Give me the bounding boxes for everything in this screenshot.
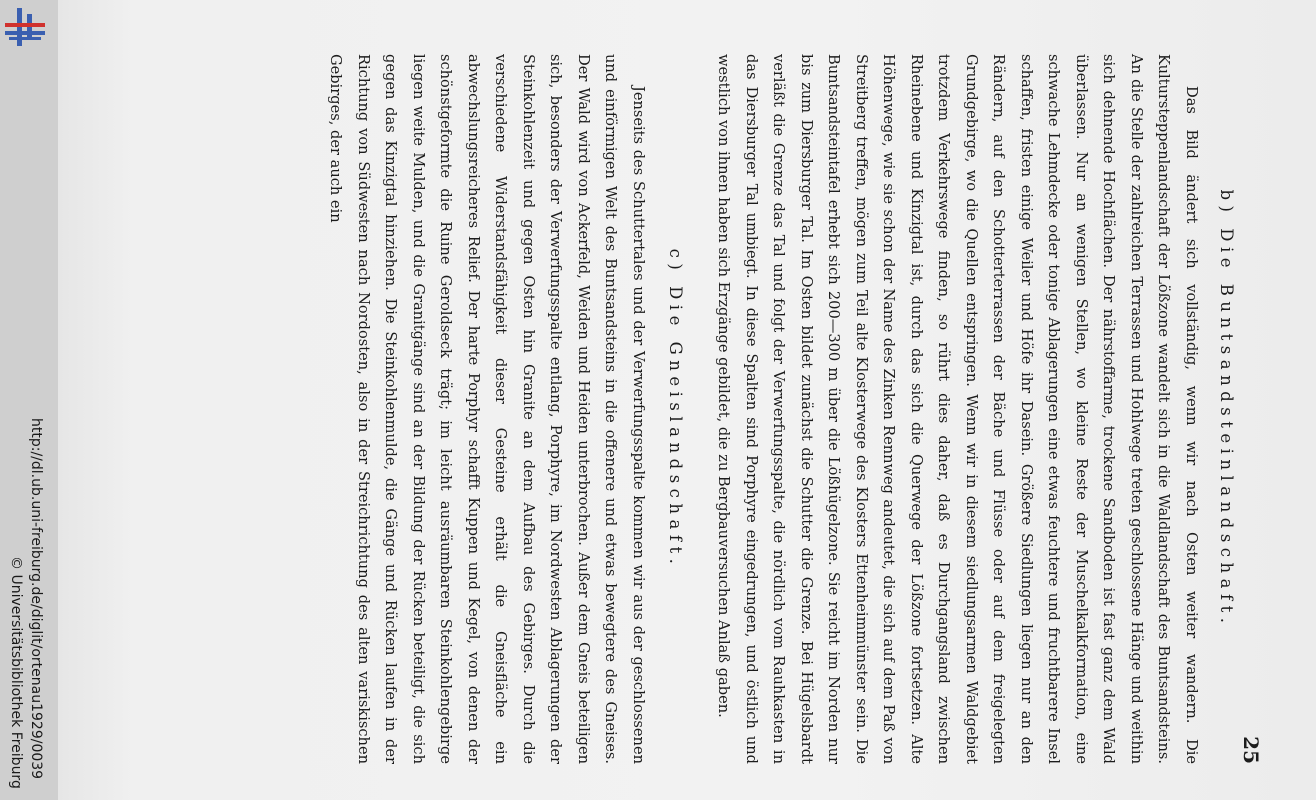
source-url-text: http://dl.ub.uni-freiburg.de/diglit/ortenau1929/0039 [28, 418, 44, 780]
scanned-page [58, 0, 1316, 800]
page-text-block [83, 54, 1263, 764]
library-logo-icon [3, 6, 47, 50]
section-paragraph-c: Jenseits des Schuttertales und der Verwerfungsspalte kommen wir aus der geschlossenen und einförmigen Welt des Buntsandsteins in die offenere und etwas bewegtere des Gneises. Der Wald wird von Ackerfeld, Weiden und Heiden unterbrochen. Außer dem Gneis beteiligen sich, besonders der Verwerfungsspalte entlang, Porphyre, im Nordwesten Ablagerungen der Steinkohlenzeit und gegen Osten hin Granite an dem Aufbau des Gebirges. Durch die verschiedene Widerstandsfähigkeit dieser Gesteine erhält die Gneisfläche ein abwechslungsreicheres Relief. Der harte Porphyr schafft Kuppen und Kegel, von denen der schönstgeformte die Ruine Geroldseck trägt; im leicht ausräumbaren Steinkohlengebirge liegen weite Mulden, und die Granitgänge sind an der Bildung der Rücken beteiligt, die sich gegen das Kinzigtal hinziehen. Die Steinkohlenmulde, die Gänge und Rücken laufen in der Richtung von Südwesten nach Nordosten, also in der Streichrichtung des alten variskischen Gebirges, der auch ein [327, 54, 647, 764]
section-heading-b: b) Die Buntsandsteinlandschaft. [1217, 189, 1236, 629]
copyright-text: © Universitätsbibliothek Freiburg [8, 556, 24, 789]
section-heading-c: c) Die Gneislandschaft. [666, 248, 685, 570]
section-paragraph-b: Das Bild ändert sich vollständig, wenn wir nach Osten weiter wandern. Die Kultursteppenlandschaft der Lößzone wandelt sich in die Waldlandschaft des Buntsandsteins. An die Stelle der zahlreichen Terrassen und Hohlwege treten geschlossene Hänge und weithin sich dehnende Hochflächen. Der nährstoffarme, trockene Sandboden ist fast ganz dem Wald überlassen. Nur an wenigen Stellen, wo kleine Reste der Muschelkalkformation, eine schwache Lehmdecke oder tonige Ablagerungen eine etwas feuchtere und fruchtbarere Insel schaffen, fristen einige Weiler und Höfe ihr Dasein. Größere Siedlungen liegen nur an den Rändern, auf den Schotterterrassen der Bäche und Flüsse oder auf dem freigelegten Grundgebirge, wo die Quellen entspringen. Wenn wir in diesem siedlungsarmen Waldgebiet trotzdem Verkehrswege finden, so rührt dies daher, daß es Durchgangsland zwischen Rheinebene und Kinzigtal ist, durch das sich die Querwege der Lößzone fortsetzen. Alte Höhenwege, wie sie schon der Name des Zinken Rennweg andeutet, die sich auf dem Paß von Streitberg treffen, mögen zum Teil alte Klosterwege des Klosters Ettenheimmünster sein. Die Buntsandsteintafel erhebt sich 200—300 m über die Lößhügelzone. Sie reicht im Norden nur bis zum Diersburger Tal. Im Osten bildet zunächst die Schutter die Grenze. Bei Hügelsbardt verläßt die Grenze das Tal und folgt der Verwerfungsspalte, die nördlich vom Rauhkasten in das Diersburger Tal umbiegt. In diese Spalten sind Porphyre eingedrungen, und östlich und westlich von ihnen haben sich Erzgänge gebildet, die zu Bergbauversuchen Anlaß gaben. [715, 54, 1200, 764]
page-number: 25 [1239, 736, 1263, 764]
viewer-sidebar [0, 0, 58, 800]
